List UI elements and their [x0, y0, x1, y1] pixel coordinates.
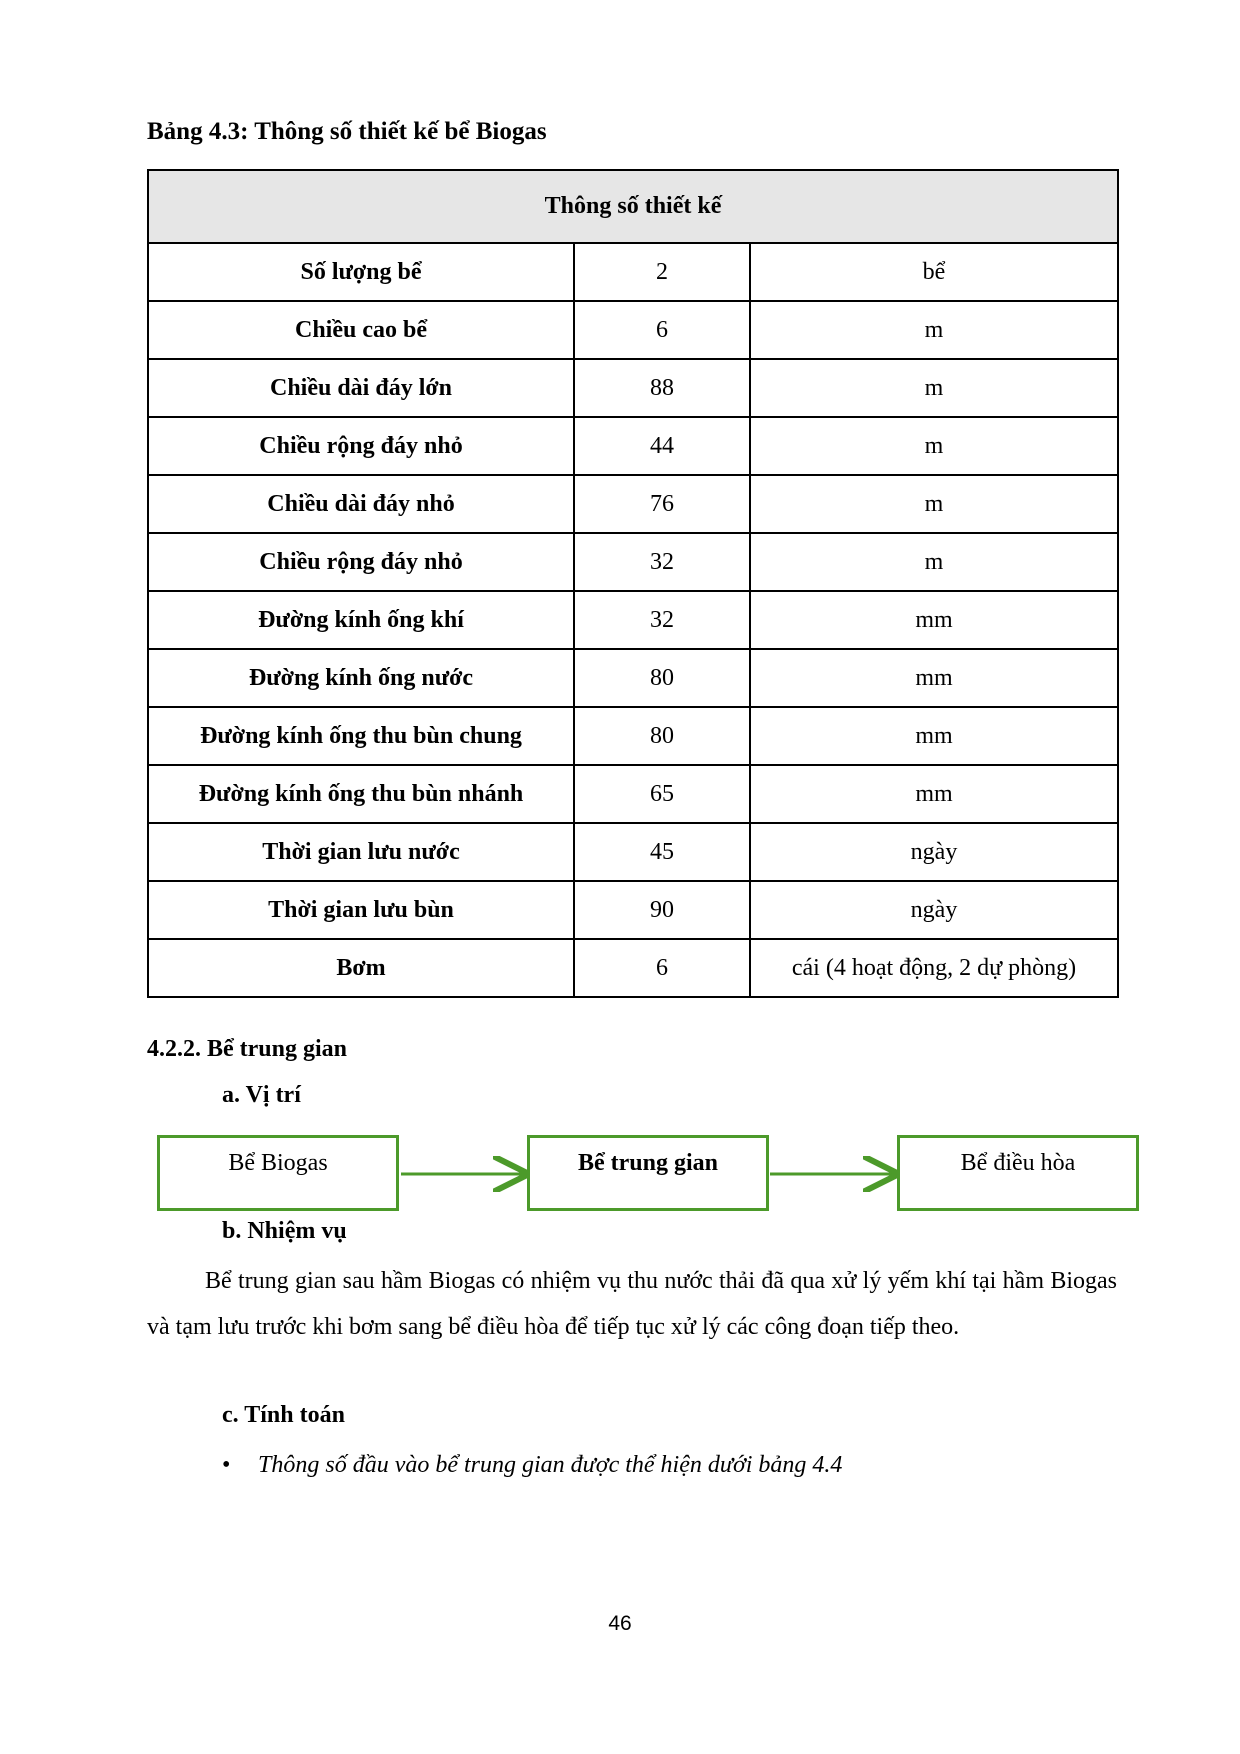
param-name-cell: Chiều rộng đáy nhỏ	[148, 533, 574, 591]
flow-box-biogas: Bể Biogas	[157, 1135, 399, 1211]
table-row	[148, 939, 1118, 997]
param-name-cell: Chiều dài đáy nhỏ	[148, 475, 574, 533]
page-number: 46	[608, 1612, 632, 1635]
param-unit-cell: m	[750, 475, 1118, 533]
param-unit-cell: m	[750, 533, 1118, 591]
param-value-cell: 80	[574, 649, 750, 707]
table-row	[148, 533, 1118, 591]
param-unit-cell: mm	[750, 765, 1118, 823]
param-name-cell: Chiều dài đáy lớn	[148, 359, 574, 417]
table-row	[148, 301, 1118, 359]
table-row	[148, 881, 1118, 939]
table-row	[148, 417, 1118, 475]
param-name-cell: Đường kính ống khí	[148, 591, 574, 649]
param-value-cell: 32	[574, 533, 750, 591]
param-value-cell: 6	[574, 939, 750, 997]
param-unit-cell: m	[750, 359, 1118, 417]
table-header: Thông số thiết kế	[148, 170, 1118, 243]
param-name-cell: Chiều rộng đáy nhỏ	[148, 417, 574, 475]
param-unit-cell: bể	[750, 243, 1118, 301]
param-name-cell: Đường kính ống thu bùn chung	[148, 707, 574, 765]
param-value-cell: 44	[574, 417, 750, 475]
task-paragraph: Bể trung gian sau hầm Biogas có nhiệm vụ thu nước thải đã qua xử lý yếm khí tại hầm Biogas và tạm lưu trước khi bơm sang bể điều hòa để tiếp tục xử lý các công đoạn tiếp theo.	[147, 1268, 1117, 1340]
param-value-cell: 2	[574, 243, 750, 301]
bullet-text: Thông số đầu vào bể trung gian được thể hiện dưới bảng 4.4	[258, 1452, 843, 1478]
param-unit-cell: m	[750, 301, 1118, 359]
table-row	[148, 475, 1118, 533]
flow-box-intermediate: Bể trung gian	[527, 1135, 769, 1211]
table-row	[148, 707, 1118, 765]
param-value-cell: 80	[574, 707, 750, 765]
design-spec-table	[147, 169, 1119, 998]
subheading-location: a. Vị trí	[222, 1082, 301, 1108]
param-unit-cell: mm	[750, 649, 1118, 707]
param-unit-cell: mm	[750, 591, 1118, 649]
param-name-cell: Chiều cao bể	[148, 301, 574, 359]
param-name-cell: Bơm	[148, 939, 574, 997]
param-unit-cell: cái (4 hoạt động, 2 dự phòng)	[750, 939, 1118, 997]
table-row	[148, 823, 1118, 881]
param-value-cell: 90	[574, 881, 750, 939]
param-unit-cell: ngày	[750, 823, 1118, 881]
bullet-item	[222, 1452, 842, 1479]
bullet-dot-icon: •	[222, 1452, 231, 1478]
section-heading: 4.2.2. Bể trung gian	[147, 1036, 348, 1062]
param-unit-cell: ngày	[750, 881, 1118, 939]
table-row	[148, 359, 1118, 417]
flow-box-equalization: Bể điều hòa	[897, 1135, 1139, 1211]
param-value-cell: 65	[574, 765, 750, 823]
param-unit-cell: mm	[750, 707, 1118, 765]
table-row	[148, 649, 1118, 707]
subheading-task: b. Nhiệm vụ	[222, 1218, 347, 1244]
table-row	[148, 765, 1118, 823]
table-row	[148, 243, 1118, 301]
param-name-cell: Thời gian lưu nước	[148, 823, 574, 881]
param-value-cell: 32	[574, 591, 750, 649]
param-name-cell: Số lượng bể	[148, 243, 574, 301]
param-value-cell: 88	[574, 359, 750, 417]
param-value-cell: 76	[574, 475, 750, 533]
param-name-cell: Thời gian lưu bùn	[148, 881, 574, 939]
param-value-cell: 45	[574, 823, 750, 881]
param-unit-cell: m	[750, 417, 1118, 475]
table-row	[148, 591, 1118, 649]
subheading-calculation: c. Tính toán	[222, 1402, 345, 1428]
table-caption: Bảng 4.3: Thông số thiết kế bể Biogas	[147, 118, 547, 145]
table-header-row	[148, 170, 1118, 243]
table-body	[148, 243, 1118, 997]
param-name-cell: Đường kính ống thu bùn nhánh	[148, 765, 574, 823]
param-name-cell: Đường kính ống nước	[148, 649, 574, 707]
param-value-cell: 6	[574, 301, 750, 359]
